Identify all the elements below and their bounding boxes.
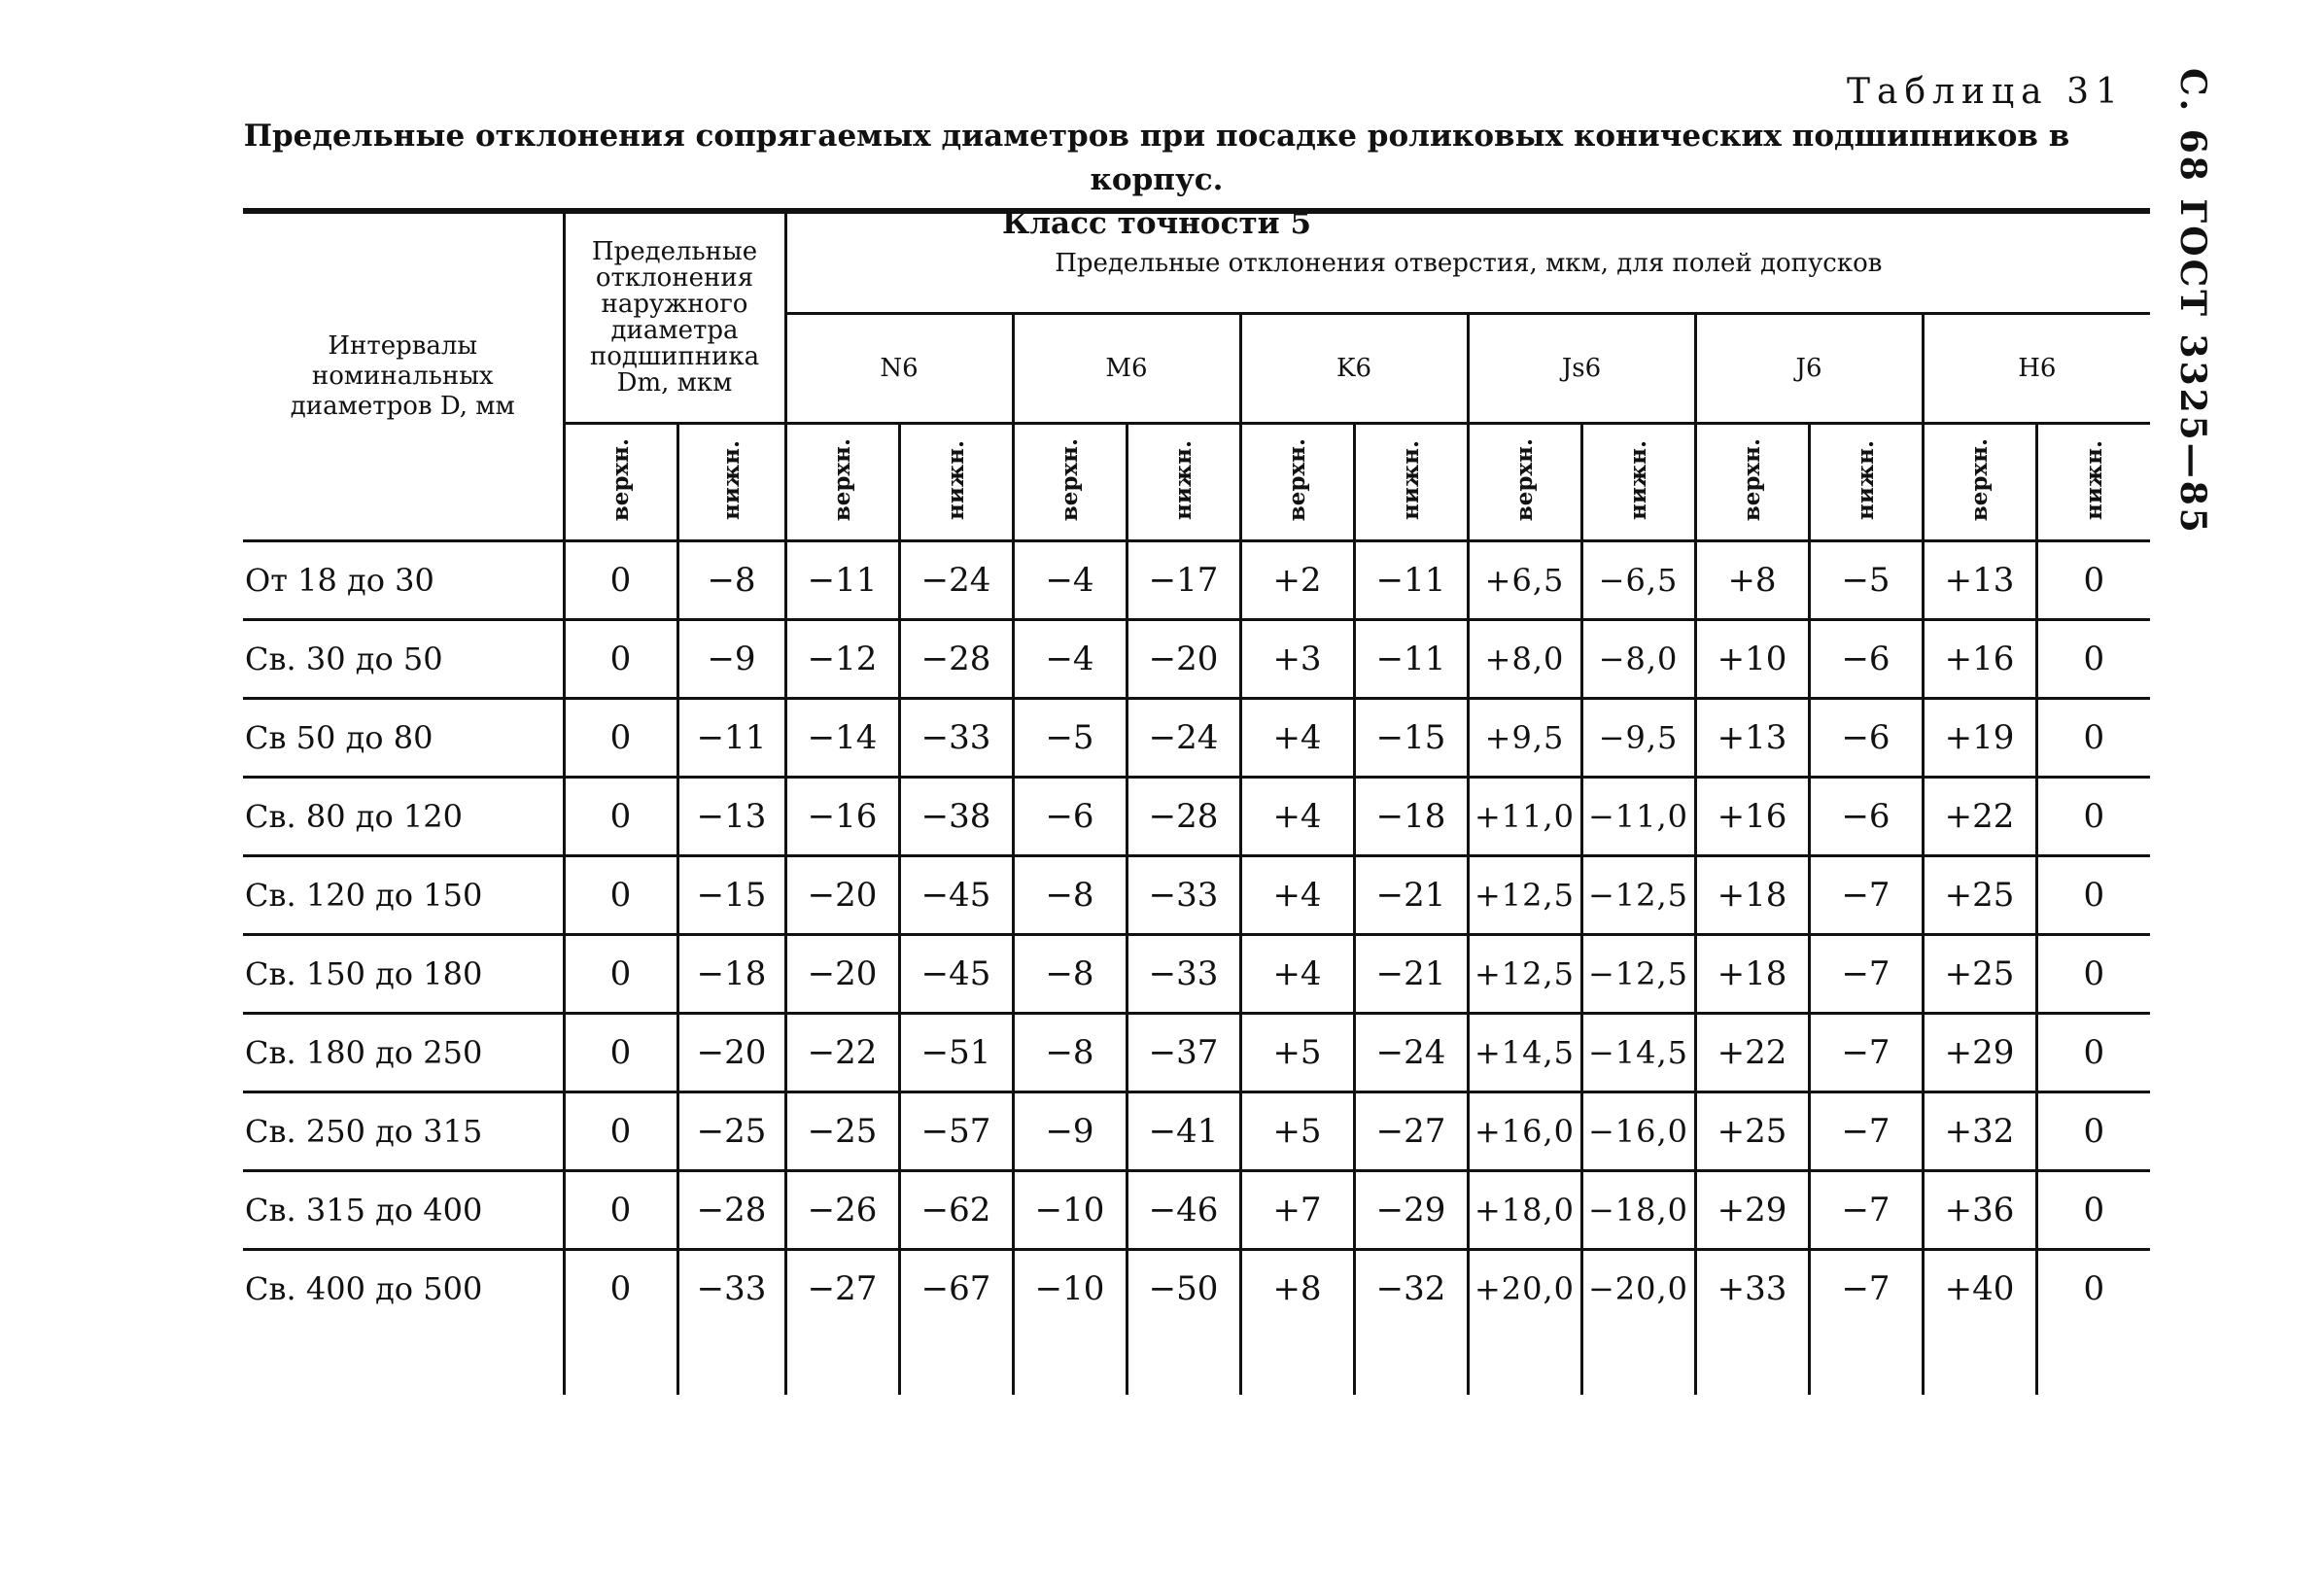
value-cell: −18 <box>1354 778 1468 856</box>
value-cell: +25 <box>1923 856 2036 935</box>
rotated-label: верхн. <box>1284 438 1310 522</box>
value-cell: −57 <box>899 1092 1013 1171</box>
field-n6-header: N6 <box>785 314 1013 424</box>
value-cell: +5 <box>1240 1092 1354 1171</box>
value-cell: −13 <box>677 778 785 856</box>
value-cell: −27 <box>1354 1092 1468 1171</box>
upper-label <box>1468 424 1581 541</box>
value-cell: +29 <box>1695 1171 1809 1250</box>
value-cell: 0 <box>2036 856 2150 935</box>
value-cell: +10 <box>1695 620 1809 699</box>
value-cell: −37 <box>1127 1014 1240 1092</box>
value-cell: −32 <box>1354 1250 1468 1328</box>
value-cell: −45 <box>899 856 1013 935</box>
table-row <box>243 1014 2150 1092</box>
value-cell: −27 <box>785 1250 899 1328</box>
document-code: С. 68 ГОСТ 3325—85 <box>2172 68 2213 536</box>
value-cell: +8 <box>1240 1250 1354 1328</box>
table-row <box>243 541 2150 620</box>
value-cell: 0 <box>2036 620 2150 699</box>
value-cell: +4 <box>1240 778 1354 856</box>
value-cell: −6 <box>1809 620 1923 699</box>
empty-cell <box>677 1327 785 1395</box>
value-cell: −21 <box>1354 935 1468 1014</box>
interval-cell: Св. 150 до 180 <box>243 935 564 1014</box>
value-cell: −28 <box>1127 778 1240 856</box>
interval-cell: Св 50 до 80 <box>243 699 564 778</box>
value-cell: +36 <box>1923 1171 2036 1250</box>
empty-cell <box>2036 1327 2150 1395</box>
value-cell: −62 <box>899 1171 1013 1250</box>
value-cell: 0 <box>564 620 677 699</box>
value-cell: +5 <box>1240 1014 1354 1092</box>
value-cell: +18 <box>1695 856 1809 935</box>
rotated-label: нижн. <box>2080 440 2107 520</box>
value-cell: +8,0 <box>1468 620 1581 699</box>
value-cell: −8 <box>677 541 785 620</box>
rotated-label: верхн. <box>1739 438 1765 522</box>
value-cell: −7 <box>1809 1171 1923 1250</box>
value-cell: +20,0 <box>1468 1250 1581 1328</box>
rotated-label: верхн. <box>607 438 634 522</box>
upper-label <box>1013 424 1127 541</box>
value-cell: −5 <box>1809 541 1923 620</box>
value-cell: +16 <box>1695 778 1809 856</box>
value-cell: −25 <box>785 1092 899 1171</box>
interval-cell: Св. 400 до 500 <box>243 1250 564 1328</box>
value-cell: −15 <box>677 856 785 935</box>
value-cell: 0 <box>2036 1014 2150 1092</box>
value-cell: −7 <box>1809 1014 1923 1092</box>
value-cell: −20,0 <box>1581 1250 1695 1328</box>
value-cell: 0 <box>2036 699 2150 778</box>
empty-cell <box>1468 1327 1581 1395</box>
table-row <box>243 856 2150 935</box>
empty-cell <box>1240 1327 1354 1395</box>
value-cell: +9,5 <box>1468 699 1581 778</box>
value-cell: +4 <box>1240 699 1354 778</box>
value-cell: 0 <box>564 1092 677 1171</box>
value-cell: −41 <box>1127 1092 1240 1171</box>
field-m6-header: M6 <box>1013 314 1240 424</box>
value-cell: 0 <box>564 856 677 935</box>
value-cell: +12,5 <box>1468 935 1581 1014</box>
table-tail <box>243 1327 2150 1395</box>
value-cell: −45 <box>899 935 1013 1014</box>
upper-label <box>564 424 677 541</box>
table-row <box>243 1171 2150 1250</box>
value-cell: −12 <box>785 620 899 699</box>
upper-label <box>785 424 899 541</box>
value-cell: −14,5 <box>1581 1014 1695 1092</box>
interval-cell: Св. 120 до 150 <box>243 856 564 935</box>
lower-label <box>1354 424 1468 541</box>
value-cell: 0 <box>2036 1171 2150 1250</box>
value-cell: 0 <box>564 1250 677 1328</box>
value-cell: −28 <box>677 1171 785 1250</box>
value-cell: −6 <box>1809 699 1923 778</box>
empty-cell <box>899 1327 1013 1395</box>
value-cell: −4 <box>1013 620 1127 699</box>
value-cell: +16,0 <box>1468 1092 1581 1171</box>
rotated-label: верхн. <box>829 438 855 522</box>
value-cell: +25 <box>1923 935 2036 1014</box>
value-cell: +29 <box>1923 1014 2036 1092</box>
value-cell: −16,0 <box>1581 1092 1695 1171</box>
lower-label <box>2036 424 2150 541</box>
value-cell: +18,0 <box>1468 1171 1581 1250</box>
empty-cell <box>1127 1327 1240 1395</box>
value-cell: 0 <box>2036 541 2150 620</box>
value-cell: −20 <box>677 1014 785 1092</box>
value-cell: −21 <box>1354 856 1468 935</box>
value-cell: 0 <box>564 541 677 620</box>
value-cell: −12,5 <box>1581 856 1695 935</box>
value-cell: +40 <box>1923 1250 2036 1328</box>
value-cell: −20 <box>785 856 899 935</box>
interval-cell: Св. 80 до 120 <box>243 778 564 856</box>
value-cell: −18 <box>677 935 785 1014</box>
empty-cell <box>243 1327 564 1395</box>
value-cell: −28 <box>899 620 1013 699</box>
table-row <box>243 1092 2150 1171</box>
deviations-table <box>243 208 2150 1395</box>
table-body <box>243 541 2150 1396</box>
value-cell: +8 <box>1695 541 1809 620</box>
upper-label <box>1695 424 1809 541</box>
field-j6-header: J6 <box>1695 314 1923 424</box>
hole-deviation-header: Предельные отклонения отверстия, мкм, для полей допусков <box>785 211 2150 314</box>
value-cell: +3 <box>1240 620 1354 699</box>
value-cell: +32 <box>1923 1092 2036 1171</box>
value-cell: −4 <box>1013 541 1127 620</box>
table-row <box>243 778 2150 856</box>
value-cell: 0 <box>2036 1250 2150 1328</box>
empty-cell <box>564 1327 677 1395</box>
value-cell: −10 <box>1013 1250 1127 1328</box>
value-cell: −9,5 <box>1581 699 1695 778</box>
lower-label <box>1127 424 1240 541</box>
lower-label <box>677 424 785 541</box>
value-cell: +4 <box>1240 935 1354 1014</box>
value-cell: +22 <box>1923 778 2036 856</box>
rotated-label: нижн. <box>1625 440 1651 520</box>
value-cell: 0 <box>564 778 677 856</box>
table-row <box>243 699 2150 778</box>
value-cell: −14 <box>785 699 899 778</box>
field-js6-header: Js6 <box>1468 314 1695 424</box>
value-cell: −16 <box>785 778 899 856</box>
value-cell: −7 <box>1809 1092 1923 1171</box>
value-cell: −24 <box>1127 699 1240 778</box>
rotated-label: верхн. <box>1057 438 1083 522</box>
value-cell: −8 <box>1013 935 1127 1014</box>
lower-label <box>1581 424 1695 541</box>
value-cell: −18,0 <box>1581 1171 1695 1250</box>
value-cell: −8 <box>1013 856 1127 935</box>
field-k6-header: K6 <box>1240 314 1468 424</box>
value-cell: +11,0 <box>1468 778 1581 856</box>
value-cell: −51 <box>899 1014 1013 1092</box>
value-cell: −7 <box>1809 856 1923 935</box>
value-cell: −67 <box>899 1250 1013 1328</box>
value-cell: −11 <box>677 699 785 778</box>
value-cell: −12,5 <box>1581 935 1695 1014</box>
value-cell: −11,0 <box>1581 778 1695 856</box>
rotated-label: нижн. <box>1398 440 1424 520</box>
rotated-label: верхн. <box>1966 438 1993 522</box>
empty-cell <box>1354 1327 1468 1395</box>
value-cell: 0 <box>2036 935 2150 1014</box>
empty-cell <box>1809 1327 1923 1395</box>
empty-cell <box>1695 1327 1809 1395</box>
value-cell: −33 <box>1127 856 1240 935</box>
empty-cell <box>785 1327 899 1395</box>
value-cell: −24 <box>899 541 1013 620</box>
interval-column-header: Интервалы номинальных диаметров D, мм <box>243 211 564 541</box>
interval-cell: Св. 30 до 50 <box>243 620 564 699</box>
value-cell: −22 <box>785 1014 899 1092</box>
lower-label <box>899 424 1013 541</box>
rotated-label: нижн. <box>1170 440 1197 520</box>
empty-cell <box>1923 1327 2036 1395</box>
value-cell: −11 <box>1354 541 1468 620</box>
value-cell: +19 <box>1923 699 2036 778</box>
value-cell: −6,5 <box>1581 541 1695 620</box>
value-cell: −6 <box>1013 778 1127 856</box>
value-cell: +13 <box>1695 699 1809 778</box>
interval-cell: Св. 180 до 250 <box>243 1014 564 1092</box>
value-cell: 0 <box>564 935 677 1014</box>
table-number: Таблица 31 <box>1847 72 2125 112</box>
value-cell: −15 <box>1354 699 1468 778</box>
value-cell: +7 <box>1240 1171 1354 1250</box>
table-row <box>243 935 2150 1014</box>
value-cell: −9 <box>677 620 785 699</box>
value-cell: 0 <box>564 1014 677 1092</box>
value-cell: 0 <box>2036 778 2150 856</box>
value-cell: 0 <box>564 1171 677 1250</box>
value-cell: −26 <box>785 1171 899 1250</box>
value-cell: −8,0 <box>1581 620 1695 699</box>
rotated-label: нижн. <box>943 440 969 520</box>
value-cell: +25 <box>1695 1092 1809 1171</box>
value-cell: −7 <box>1809 935 1923 1014</box>
field-h6-header: H6 <box>1923 314 2150 424</box>
value-cell: −25 <box>677 1092 785 1171</box>
value-cell: −33 <box>1127 935 1240 1014</box>
lower-label <box>1809 424 1923 541</box>
value-cell: +22 <box>1695 1014 1809 1092</box>
value-cell: −11 <box>1354 620 1468 699</box>
title-line-1: Предельные отклонения сопрягаемых диаметров при посадке роликовых конических подшипников в корпус. <box>243 119 2070 197</box>
value-cell: −8 <box>1013 1014 1127 1092</box>
value-cell: −46 <box>1127 1171 1240 1250</box>
value-cell: +4 <box>1240 856 1354 935</box>
value-cell: +12,5 <box>1468 856 1581 935</box>
value-cell: −9 <box>1013 1092 1127 1171</box>
value-cell: −24 <box>1354 1014 1468 1092</box>
value-cell: −20 <box>785 935 899 1014</box>
empty-cell <box>1013 1327 1127 1395</box>
table-row <box>243 620 2150 699</box>
value-cell: −33 <box>677 1250 785 1328</box>
value-cell: −50 <box>1127 1250 1240 1328</box>
value-cell: −20 <box>1127 620 1240 699</box>
value-cell: +2 <box>1240 541 1354 620</box>
rotated-label: нижн. <box>718 440 745 520</box>
upper-label <box>1240 424 1354 541</box>
value-cell: −29 <box>1354 1171 1468 1250</box>
value-cell: +33 <box>1695 1250 1809 1328</box>
value-cell: −33 <box>899 699 1013 778</box>
interval-cell: Св. 315 до 400 <box>243 1171 564 1250</box>
empty-cell <box>1581 1327 1695 1395</box>
interval-cell: От 18 до 30 <box>243 541 564 620</box>
value-cell: 0 <box>2036 1092 2150 1171</box>
title-line-2: Класс точности 5 <box>1001 206 1312 241</box>
rotated-label: верхн. <box>1511 438 1538 522</box>
value-cell: −10 <box>1013 1171 1127 1250</box>
value-cell: −38 <box>899 778 1013 856</box>
value-cell: +6,5 <box>1468 541 1581 620</box>
upper-label <box>1923 424 2036 541</box>
rotated-label: нижн. <box>1853 440 1879 520</box>
value-cell: −17 <box>1127 541 1240 620</box>
value-cell: +16 <box>1923 620 2036 699</box>
value-cell: −11 <box>785 541 899 620</box>
bearing-deviation-header: Предельные отклонения наружного диаметра подшипника Dm, мкм <box>564 211 785 424</box>
value-cell: −7 <box>1809 1250 1923 1328</box>
interval-cell: Св. 250 до 315 <box>243 1092 564 1171</box>
table-row <box>243 1250 2150 1328</box>
value-cell: 0 <box>564 699 677 778</box>
value-cell: +14,5 <box>1468 1014 1581 1092</box>
value-cell: +18 <box>1695 935 1809 1014</box>
value-cell: +13 <box>1923 541 2036 620</box>
value-cell: −6 <box>1809 778 1923 856</box>
value-cell: −5 <box>1013 699 1127 778</box>
